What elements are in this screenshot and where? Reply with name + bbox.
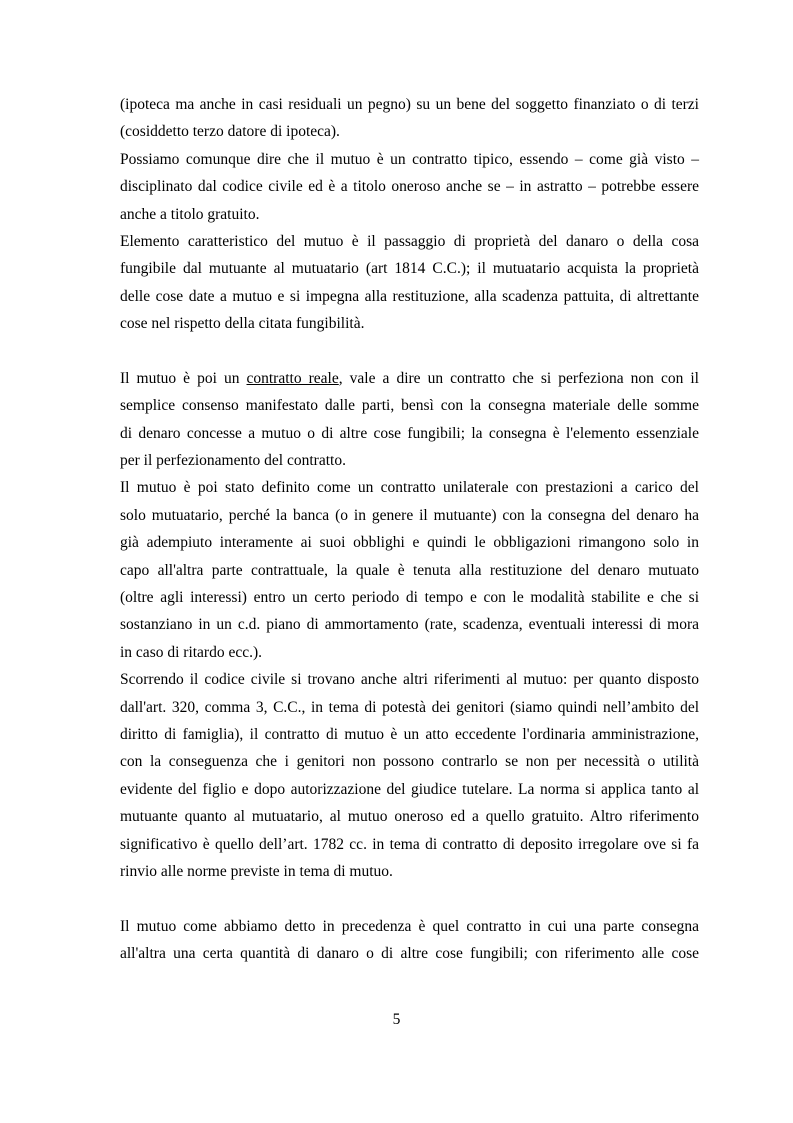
underlined-term: contratto reale (246, 369, 339, 387)
paragraph (120, 146, 699, 228)
text-line: sostanziano in un c.d. piano di ammortamento (rate, scadenza, eventuali interessi di mora (120, 616, 699, 634)
text-line: fungibile dal mutuante al mutuatario (art 1814 C.C.); il mutuatario acquista la proprietà (120, 260, 699, 278)
text-line: Il mutuo è poi stato definito come un contratto unilaterale con prestazioni a carico del (120, 479, 699, 497)
text-line: (cosiddetto terzo datore di ipoteca). (120, 123, 340, 141)
text-line (120, 365, 699, 392)
text-line: all'altra una certa quantità di danaro o di altre cose fungibili; con riferimento alle cose (120, 945, 699, 963)
text-line: (oltre agli interessi) entro un certo periodo di tempo e con le modalità stabilite e che si (120, 589, 699, 607)
paragraph (120, 474, 699, 666)
text-line: significativo è quello dell’art. 1782 cc. in tema di contratto di deposito irregolare ove si fa (120, 835, 699, 853)
text-line: delle cose date a mutuo e si impegna alla restituzione, alla scadenza pattuita, di altrettante (120, 287, 699, 305)
text-line: anche a titolo gratuito. (120, 205, 260, 223)
text-line: Elemento caratteristico del mutuo è il passaggio di proprietà del danaro o della cosa (120, 232, 699, 250)
page-number: 5 (392, 1011, 401, 1028)
paragraph (120, 666, 699, 885)
text-line: Scorrendo il codice civile si trovano anche altri riferimenti al mutuo: per quanto disposto (120, 671, 699, 689)
paragraph-gap (120, 885, 699, 912)
text-line: solo mutuatario, perché la banca (o in genere il mutuante) con la consegna del denaro ha (120, 506, 699, 524)
text-segment: , vale a dire un contratto che si perfeziona non con il (338, 369, 699, 387)
text-segment: Il mutuo è poi un (120, 369, 247, 387)
text-line: capo all'altra parte contrattuale, la quale è tenuta alla restituzione del denaro mutuato (120, 561, 699, 579)
text-line: per il perfezionamento del contratto. (120, 452, 346, 470)
text-line: disciplinato dal codice civile ed è a titolo oneroso anche se – in astratto – potrebbe essere (120, 178, 699, 196)
text-line: semplice consenso manifestato dalle parti, bensì con la consegna materiale delle somme (120, 397, 699, 415)
paragraph (120, 913, 699, 968)
text-line: in caso di ritardo ecc.). (120, 643, 263, 661)
paragraph (120, 365, 699, 475)
text-line: Possiamo comunque dire che il mutuo è un contratto tipico, essendo – come già visto – (120, 150, 699, 168)
text-line: rinvio alle norme previste in tema di mutuo. (120, 862, 393, 880)
text-line: con la conseguenza che i genitori non possono contrarlo se non per necessità o utilità (120, 753, 699, 771)
text-line: mutuante quanto al mutuatario, al mutuo oneroso ed a quello gratuito. Altro riferimento (120, 808, 699, 826)
text-line: di denaro concesse a mutuo o di altre cose fungibili; la consegna è l'elemento essenziale (120, 424, 699, 442)
paragraph-gap (120, 338, 699, 365)
paragraph (120, 228, 699, 338)
page-body (120, 91, 699, 968)
text-line: diritto di famiglia), il contratto di mutuo è un atto eccedente l'ordinaria amministrazione, (120, 725, 699, 743)
text-line: cose nel rispetto della citata fungibilità. (120, 315, 365, 333)
text-line: Il mutuo come abbiamo detto in precedenza è quel contratto in cui una parte consegna (120, 917, 699, 935)
text-line: evidente del figlio e dopo autorizzazione del giudice tutelare. La norma si applica tanto al (120, 780, 699, 798)
paragraph (120, 91, 699, 146)
text-line: già adempiuto interamente ai suoi obblighi e quindi le obbligazioni rimangono solo in (120, 534, 699, 552)
text-line: (ipoteca ma anche in casi residuali un pegno) su un bene del soggetto finanziato o di terzi (120, 96, 699, 113)
text-line: dall'art. 320, comma 3, C.C., in tema di potestà dei genitori (siamo quindi nell’ambito del (120, 698, 699, 716)
